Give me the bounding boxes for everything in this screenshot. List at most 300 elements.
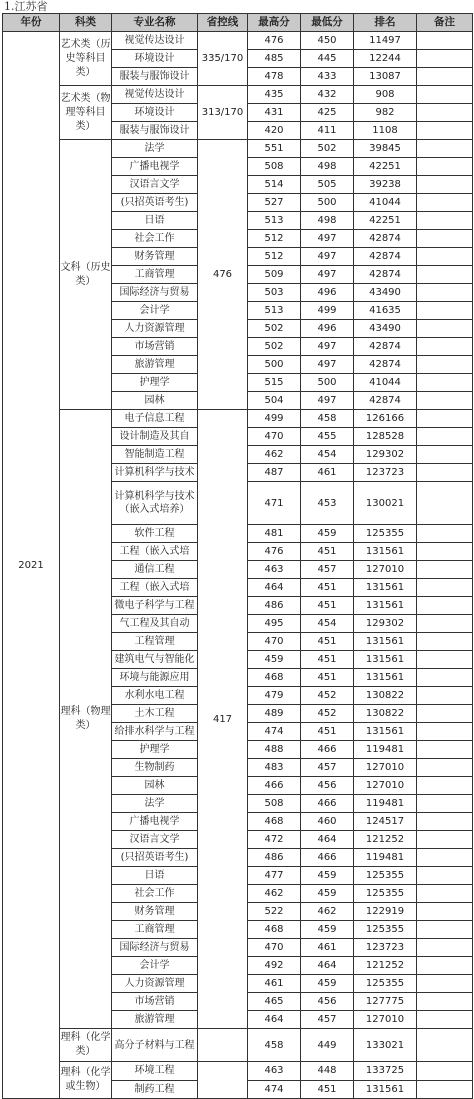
category-cell: 理科（化学类）: [60, 1029, 112, 1062]
max-score-cell: 512: [248, 248, 301, 266]
notes-cell: [417, 723, 473, 741]
rank-cell: 123723: [354, 939, 417, 957]
max-score-cell: 474: [248, 723, 301, 741]
max-score-cell: 515: [248, 374, 301, 392]
major-cell: 旅游管理: [112, 356, 198, 374]
rank-cell: 43490: [354, 320, 417, 338]
notes-cell: [417, 525, 473, 543]
category-cell: 理科（化学或生物）: [60, 1062, 112, 1099]
rank-cell: 41044: [354, 194, 417, 212]
min-score-cell: 433: [301, 68, 354, 86]
major-cell: 高分子材料与工程: [112, 1029, 198, 1062]
table-row: [3, 410, 473, 428]
max-score-cell: 504: [248, 392, 301, 410]
rank-cell: 131561: [354, 633, 417, 651]
admission-scores-table: [2, 13, 473, 1099]
notes-cell: [417, 795, 473, 813]
major-cell: 生物制药: [112, 759, 198, 777]
category-cell: 艺术类（物理等科目类）: [60, 86, 112, 140]
table-row: [3, 140, 473, 158]
min-score-cell: 462: [301, 903, 354, 921]
max-score-cell: 499: [248, 410, 301, 428]
rank-cell: 42874: [354, 230, 417, 248]
min-score-cell: 457: [301, 561, 354, 579]
major-cell: 社会工作: [112, 230, 198, 248]
rank-cell: 127010: [354, 759, 417, 777]
header-min-score: 最低分: [301, 14, 354, 32]
rank-cell: 42874: [354, 356, 417, 374]
max-score-cell: 502: [248, 338, 301, 356]
rank-cell: 42251: [354, 212, 417, 230]
max-score-cell: 463: [248, 1062, 301, 1081]
rank-cell: 1108: [354, 122, 417, 140]
control-line-cell: 476: [198, 140, 248, 410]
major-cell: 日语: [112, 212, 198, 230]
notes-cell: [417, 284, 473, 302]
max-score-cell: 471: [248, 482, 301, 525]
header-control-line: 省控线: [198, 14, 248, 32]
major-cell: 软件工程: [112, 525, 198, 543]
table-row: [3, 86, 473, 104]
min-score-cell: 464: [301, 831, 354, 849]
notes-cell: [417, 356, 473, 374]
header-row: [3, 14, 473, 32]
notes-cell: [417, 705, 473, 723]
max-score-cell: 478: [248, 68, 301, 86]
header-major: 专业名称: [112, 14, 198, 32]
min-score-cell: 451: [301, 543, 354, 561]
rank-cell: 122919: [354, 903, 417, 921]
major-cell: 工程（嵌入式培: [112, 543, 198, 561]
category-cell: 艺术类（历史等科目类）: [60, 32, 112, 86]
header-category: 科类: [60, 14, 112, 32]
notes-cell: [417, 831, 473, 849]
major-cell: 工商管理: [112, 266, 198, 284]
rank-cell: 131561: [354, 1080, 417, 1099]
notes-cell: [417, 669, 473, 687]
min-score-cell: 457: [301, 1011, 354, 1029]
max-score-cell: 495: [248, 615, 301, 633]
notes-cell: [417, 68, 473, 86]
min-score-cell: 459: [301, 525, 354, 543]
major-cell: 会计学: [112, 957, 198, 975]
major-cell: 微电子科学与工程: [112, 597, 198, 615]
min-score-cell: 460: [301, 813, 354, 831]
max-score-cell: 464: [248, 579, 301, 597]
major-cell: 汉语言文学: [112, 176, 198, 194]
rank-cell: 982: [354, 104, 417, 122]
min-score-cell: 451: [301, 723, 354, 741]
major-cell: 通信工程: [112, 561, 198, 579]
min-score-cell: 454: [301, 446, 354, 464]
notes-cell: [417, 122, 473, 140]
notes-cell: [417, 921, 473, 939]
notes-cell: [417, 993, 473, 1011]
major-cell: 护理学: [112, 374, 198, 392]
rank-cell: 133021: [354, 1029, 417, 1062]
rank-cell: 130822: [354, 705, 417, 723]
notes-cell: [417, 392, 473, 410]
notes-cell: [417, 867, 473, 885]
max-score-cell: 470: [248, 633, 301, 651]
notes-cell: [417, 1062, 473, 1081]
rank-cell: 42874: [354, 392, 417, 410]
min-score-cell: 459: [301, 921, 354, 939]
notes-cell: [417, 741, 473, 759]
major-cell: 设计制造及其自: [112, 428, 198, 446]
notes-cell: [417, 759, 473, 777]
notes-cell: [417, 849, 473, 867]
rank-cell: 131561: [354, 597, 417, 615]
rank-cell: 131561: [354, 723, 417, 741]
max-score-cell: 435: [248, 86, 301, 104]
rank-cell: 121252: [354, 831, 417, 849]
major-cell: 环境设计: [112, 104, 198, 122]
max-score-cell: 474: [248, 1080, 301, 1099]
min-score-cell: 449: [301, 1029, 354, 1062]
rank-cell: 124517: [354, 813, 417, 831]
max-score-cell: 458: [248, 1029, 301, 1062]
notes-cell: [417, 957, 473, 975]
max-score-cell: 476: [248, 32, 301, 50]
major-cell: 广播电视学: [112, 158, 198, 176]
rank-cell: 131561: [354, 579, 417, 597]
max-score-cell: 508: [248, 158, 301, 176]
major-cell: 工程（嵌入式培: [112, 579, 198, 597]
min-score-cell: 497: [301, 392, 354, 410]
notes-cell: [417, 885, 473, 903]
major-cell: 旅游管理: [112, 1011, 198, 1029]
max-score-cell: 477: [248, 867, 301, 885]
control-line-cell: [198, 1062, 248, 1099]
min-score-cell: 466: [301, 741, 354, 759]
min-score-cell: 464: [301, 957, 354, 975]
rank-cell: 129302: [354, 446, 417, 464]
rank-cell: 119481: [354, 849, 417, 867]
max-score-cell: 472: [248, 831, 301, 849]
major-cell: 视觉传达设计: [112, 32, 198, 50]
major-cell: 服装与服饰设计: [112, 122, 198, 140]
notes-cell: [417, 615, 473, 633]
min-score-cell: 459: [301, 867, 354, 885]
notes-cell: [417, 579, 473, 597]
notes-cell: [417, 140, 473, 158]
major-cell: 给排水科学与工程: [112, 723, 198, 741]
rank-cell: 43490: [354, 284, 417, 302]
major-cell: 水利水电工程: [112, 687, 198, 705]
rank-cell: 119481: [354, 795, 417, 813]
table-row: [3, 1029, 473, 1062]
rank-cell: 41044: [354, 374, 417, 392]
rank-cell: 121252: [354, 957, 417, 975]
major-cell: 汉语言文学: [112, 831, 198, 849]
max-score-cell: 462: [248, 885, 301, 903]
max-score-cell: 468: [248, 921, 301, 939]
notes-cell: [417, 212, 473, 230]
control-line-cell: 313/170: [198, 86, 248, 140]
rank-cell: 125355: [354, 525, 417, 543]
max-score-cell: 527: [248, 194, 301, 212]
min-score-cell: 500: [301, 194, 354, 212]
notes-cell: [417, 428, 473, 446]
rank-cell: 128528: [354, 428, 417, 446]
major-cell: 工商管理: [112, 921, 198, 939]
rank-cell: 41635: [354, 302, 417, 320]
major-cell: 视觉传达设计: [112, 86, 198, 104]
major-cell: 智能制造工程: [112, 446, 198, 464]
min-score-cell: 459: [301, 975, 354, 993]
min-score-cell: 452: [301, 687, 354, 705]
rank-cell: 130021: [354, 482, 417, 525]
notes-cell: [417, 1011, 473, 1029]
major-cell: 市场营销: [112, 338, 198, 356]
max-score-cell: 514: [248, 176, 301, 194]
min-score-cell: 457: [301, 759, 354, 777]
notes-cell: [417, 464, 473, 482]
notes-cell: [417, 50, 473, 68]
min-score-cell: 451: [301, 597, 354, 615]
header-year: 年份: [3, 14, 60, 32]
min-score-cell: 454: [301, 615, 354, 633]
rank-cell: 12244: [354, 50, 417, 68]
min-score-cell: 497: [301, 356, 354, 374]
major-cell: 气工程及其自动: [112, 615, 198, 633]
max-score-cell: 479: [248, 687, 301, 705]
min-score-cell: 448: [301, 1062, 354, 1081]
notes-cell: [417, 1080, 473, 1099]
major-cell: 计算机科学与技术: [112, 464, 198, 482]
rank-cell: 129302: [354, 615, 417, 633]
notes-cell: [417, 176, 473, 194]
rank-cell: 127775: [354, 993, 417, 1011]
notes-cell: [417, 561, 473, 579]
max-score-cell: 481: [248, 525, 301, 543]
min-score-cell: 466: [301, 849, 354, 867]
notes-cell: [417, 374, 473, 392]
rank-cell: 127010: [354, 561, 417, 579]
major-cell: 财务管理: [112, 248, 198, 266]
major-cell: 国际经济与贸易: [112, 939, 198, 957]
max-score-cell: 551: [248, 140, 301, 158]
min-score-cell: 451: [301, 651, 354, 669]
rank-cell: 39845: [354, 140, 417, 158]
rank-cell: 11497: [354, 32, 417, 50]
rank-cell: 125355: [354, 885, 417, 903]
min-score-cell: 411: [301, 122, 354, 140]
min-score-cell: 432: [301, 86, 354, 104]
max-score-cell: 488: [248, 741, 301, 759]
min-score-cell: 453: [301, 482, 354, 525]
min-score-cell: 451: [301, 1080, 354, 1099]
max-score-cell: 431: [248, 104, 301, 122]
notes-cell: [417, 302, 473, 320]
notes-cell: [417, 194, 473, 212]
min-score-cell: 451: [301, 579, 354, 597]
rank-cell: 123723: [354, 464, 417, 482]
header-notes: 备注: [417, 14, 473, 32]
major-cell: (只招英语考生): [112, 849, 198, 867]
min-score-cell: 461: [301, 939, 354, 957]
major-cell: 护理学: [112, 741, 198, 759]
notes-cell: [417, 543, 473, 561]
max-score-cell: 466: [248, 777, 301, 795]
max-score-cell: 512: [248, 230, 301, 248]
notes-cell: [417, 338, 473, 356]
max-score-cell: 502: [248, 320, 301, 338]
max-score-cell: 500: [248, 356, 301, 374]
table-row: [3, 1062, 473, 1081]
notes-cell: [417, 687, 473, 705]
max-score-cell: 476: [248, 543, 301, 561]
max-score-cell: 513: [248, 302, 301, 320]
control-line-cell: 335/170: [198, 32, 248, 86]
max-score-cell: 513: [248, 212, 301, 230]
max-score-cell: 486: [248, 597, 301, 615]
rank-cell: 125355: [354, 867, 417, 885]
max-score-cell: 509: [248, 266, 301, 284]
notes-cell: [417, 410, 473, 428]
notes-cell: [417, 903, 473, 921]
major-cell: (只招英语考生): [112, 194, 198, 212]
max-score-cell: 464: [248, 1011, 301, 1029]
notes-cell: [417, 230, 473, 248]
major-cell: 建筑电气与智能化: [112, 651, 198, 669]
max-score-cell: 470: [248, 939, 301, 957]
min-score-cell: 456: [301, 993, 354, 1011]
rank-cell: 125355: [354, 975, 417, 993]
rank-cell: 119481: [354, 741, 417, 759]
notes-cell: [417, 32, 473, 50]
rank-cell: 42874: [354, 248, 417, 266]
min-score-cell: 451: [301, 669, 354, 687]
notes-cell: [417, 777, 473, 795]
major-cell: 园林: [112, 392, 198, 410]
min-score-cell: 497: [301, 338, 354, 356]
notes-cell: [417, 446, 473, 464]
max-score-cell: 486: [248, 849, 301, 867]
rank-cell: 131561: [354, 669, 417, 687]
table-body: [3, 32, 473, 1099]
rank-cell: 130822: [354, 687, 417, 705]
max-score-cell: 461: [248, 975, 301, 993]
notes-cell: [417, 1029, 473, 1062]
rank-cell: 13087: [354, 68, 417, 86]
max-score-cell: 470: [248, 428, 301, 446]
min-score-cell: 458: [301, 410, 354, 428]
min-score-cell: 445: [301, 50, 354, 68]
rank-cell: 908: [354, 86, 417, 104]
max-score-cell: 463: [248, 561, 301, 579]
rank-cell: 126166: [354, 410, 417, 428]
major-cell: 环境工程: [112, 1062, 198, 1081]
major-cell: 日语: [112, 867, 198, 885]
rank-cell: 131561: [354, 651, 417, 669]
major-cell: 工程管理: [112, 633, 198, 651]
notes-cell: [417, 158, 473, 176]
rank-cell: 127010: [354, 1011, 417, 1029]
min-score-cell: 450: [301, 32, 354, 50]
major-cell: 服装与服饰设计: [112, 68, 198, 86]
header-max-score: 最高分: [248, 14, 301, 32]
rank-cell: 42874: [354, 338, 417, 356]
min-score-cell: 459: [301, 885, 354, 903]
rank-cell: 39238: [354, 176, 417, 194]
major-cell: 电子信息工程: [112, 410, 198, 428]
min-score-cell: 498: [301, 212, 354, 230]
major-cell: 会计学: [112, 302, 198, 320]
min-score-cell: 455: [301, 428, 354, 446]
max-score-cell: 489: [248, 705, 301, 723]
max-score-cell: 462: [248, 446, 301, 464]
control-line-cell: 417: [198, 410, 248, 1029]
category-cell: 文科（历史类）: [60, 140, 112, 410]
min-score-cell: 466: [301, 795, 354, 813]
rank-cell: 133725: [354, 1062, 417, 1081]
max-score-cell: 468: [248, 813, 301, 831]
max-score-cell: 420: [248, 122, 301, 140]
notes-cell: [417, 248, 473, 266]
min-score-cell: 456: [301, 777, 354, 795]
rank-cell: 42874: [354, 266, 417, 284]
notes-cell: [417, 813, 473, 831]
max-score-cell: 468: [248, 669, 301, 687]
major-cell: 制药工程: [112, 1080, 198, 1099]
min-score-cell: 497: [301, 266, 354, 284]
max-score-cell: 487: [248, 464, 301, 482]
rank-cell: 125355: [354, 921, 417, 939]
min-score-cell: 496: [301, 284, 354, 302]
notes-cell: [417, 633, 473, 651]
max-score-cell: 483: [248, 759, 301, 777]
notes-cell: [417, 104, 473, 122]
major-cell: 法学: [112, 140, 198, 158]
notes-cell: [417, 86, 473, 104]
major-cell: 法学: [112, 795, 198, 813]
max-score-cell: 522: [248, 903, 301, 921]
max-score-cell: 465: [248, 993, 301, 1011]
category-cell: 理科（物理类）: [60, 410, 112, 1029]
min-score-cell: 498: [301, 158, 354, 176]
max-score-cell: 492: [248, 957, 301, 975]
min-score-cell: 496: [301, 320, 354, 338]
max-score-cell: 485: [248, 50, 301, 68]
table-row: [3, 32, 473, 50]
major-cell: 园林: [112, 777, 198, 795]
notes-cell: [417, 597, 473, 615]
notes-cell: [417, 975, 473, 993]
major-cell: 市场营销: [112, 993, 198, 1011]
major-cell: 财务管理: [112, 903, 198, 921]
min-score-cell: 499: [301, 302, 354, 320]
rank-cell: 131561: [354, 543, 417, 561]
min-score-cell: 497: [301, 248, 354, 266]
notes-cell: [417, 651, 473, 669]
min-score-cell: 497: [301, 230, 354, 248]
notes-cell: [417, 320, 473, 338]
min-score-cell: 451: [301, 633, 354, 651]
min-score-cell: 502: [301, 140, 354, 158]
max-score-cell: 503: [248, 284, 301, 302]
page-caption: 1.江苏省: [4, 0, 48, 13]
notes-cell: [417, 482, 473, 525]
min-score-cell: 461: [301, 464, 354, 482]
min-score-cell: 500: [301, 374, 354, 392]
major-cell: 环境与能源应用: [112, 669, 198, 687]
header-rank: 排名: [354, 14, 417, 32]
notes-cell: [417, 939, 473, 957]
rank-cell: 127010: [354, 777, 417, 795]
rank-cell: 42251: [354, 158, 417, 176]
